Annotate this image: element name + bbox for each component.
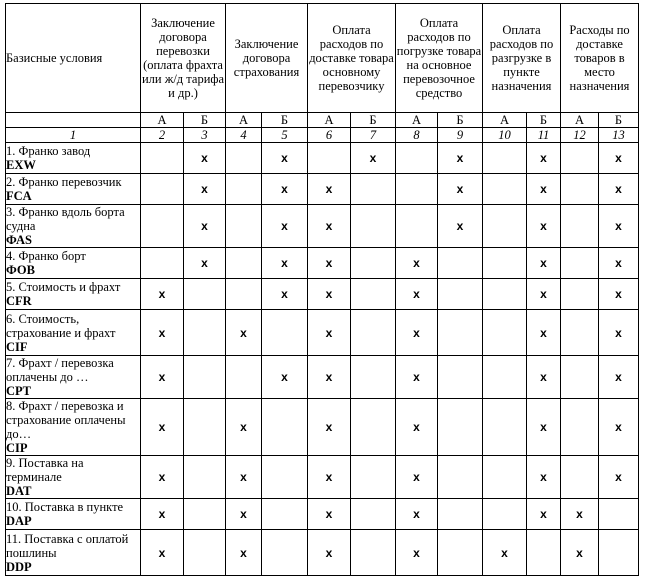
mark-cell [483,205,527,248]
mark-cell [226,310,262,356]
mark-cell [483,399,527,456]
mark-x: x [615,420,622,434]
mark-x: x [576,545,583,560]
incoterm-code: CIP [6,441,28,455]
mark-cell [226,248,262,279]
column-number-cell: 2 [141,128,184,143]
mark-x: x [413,370,420,384]
mark-cell [308,248,351,279]
mark-cell [396,499,438,530]
condition-label: 11. Поставка с оплатой пошлины [6,531,129,560]
mark-cell [561,174,599,205]
mark-cell [226,174,262,205]
mark-cell [599,530,639,576]
mark-x: x [413,420,420,434]
mark-x: x [281,182,288,196]
mark-cell [308,399,351,456]
incoterm-code: EXW [6,158,36,172]
group-header-loading-costs: Оплата расходов по погрузке товара на основное перевозочное средство [396,4,483,113]
mark-cell [262,456,308,499]
mark-x: x [540,256,547,270]
mark-x: x [576,507,583,521]
mark-cell [308,205,351,248]
mark-x: x [413,287,420,301]
column-number-cell: 5 [262,128,308,143]
mark-cell [438,499,483,530]
mark-cell [141,530,184,576]
mark-cell [396,356,438,399]
mark-x: x [540,287,547,301]
mark-cell [184,248,226,279]
column-number-cell: 9 [438,128,483,143]
sub-label-cell: Б [599,113,639,128]
mark-cell [262,248,308,279]
mark-cell [351,399,396,456]
mark-cell [396,248,438,279]
mark-cell [396,399,438,456]
mark-cell [599,499,639,530]
incoterm-code: CFR [6,294,32,308]
table-row [6,143,639,174]
sub-label-cell: А [141,113,184,128]
mark-cell [396,456,438,499]
mark-x: x [615,287,622,301]
condition-label: 3. Франко вдоль борта судна [6,205,125,233]
mark-cell [483,356,527,399]
condition-label: 1. Франко завод [6,144,91,158]
mark-x: x [281,287,288,301]
condition-cell [6,310,141,356]
mark-x: x [456,219,464,233]
mark-cell [396,310,438,356]
mark-cell [184,399,226,456]
mark-cell [351,356,396,399]
mark-cell [527,174,561,205]
mark-cell [599,174,639,205]
mark-cell [561,356,599,399]
mark-cell [184,310,226,356]
mark-cell [599,143,639,174]
mark-x: x [456,182,464,196]
mark-x: x [325,507,333,521]
mark-cell [141,279,184,310]
mark-cell [184,456,226,499]
incoterm-code: ФОВ [6,263,35,277]
mark-cell [308,530,351,576]
mark-cell [262,310,308,356]
mark-cell [184,143,226,174]
mark-x: x [281,219,288,233]
mark-cell [599,399,639,456]
mark-cell [561,530,599,576]
mark-cell [226,456,262,499]
mark-x: x [158,545,166,560]
column-number-cell: 10 [483,128,527,143]
condition-cell [6,530,141,576]
mark-x: x [540,182,547,196]
sub-label-cell: А [226,113,262,128]
mark-cell [351,174,396,205]
mark-cell [483,279,527,310]
mark-x: x [325,287,333,301]
mark-x: x [615,256,622,270]
mark-cell [561,143,599,174]
mark-x: x [615,325,622,340]
mark-x: x [615,370,622,384]
mark-cell [351,143,396,174]
mark-x: x [158,470,166,484]
mark-cell [396,530,438,576]
mark-cell [141,356,184,399]
mark-x: x [615,470,622,484]
condition-cell [6,399,141,456]
mark-cell [438,399,483,456]
mark-cell [527,499,561,530]
mark-cell [599,356,639,399]
mark-x: x [325,545,333,560]
mark-cell [141,205,184,248]
mark-cell [262,205,308,248]
mark-cell [438,143,483,174]
condition-cell [6,456,141,499]
mark-cell [561,205,599,248]
mark-cell [561,279,599,310]
mark-cell [561,456,599,499]
mark-cell [351,530,396,576]
mark-cell [396,205,438,248]
mark-x: x [540,151,547,165]
condition-label: 2. Франко перевозчик [6,175,122,189]
condition-label: 7. Фрахт / перевозка оплачены до … [6,356,114,384]
mark-x: x [540,325,547,340]
mark-cell [351,499,396,530]
mark-cell [438,356,483,399]
sub-label-cell: Б [527,113,561,128]
incoterm-code: DAT [6,484,32,498]
table-row [6,530,639,576]
incoterms-table [5,3,639,576]
mark-cell [561,499,599,530]
column-number-cell: 6 [308,128,351,143]
column-number-row [6,128,639,143]
mark-cell [527,143,561,174]
mark-cell [308,143,351,174]
mark-cell [527,399,561,456]
mark-cell [438,174,483,205]
column-number-cell: 12 [561,128,599,143]
mark-cell [262,499,308,530]
mark-cell [438,279,483,310]
mark-cell [226,143,262,174]
mark-x: x [281,151,288,165]
mark-cell [184,205,226,248]
mark-x: x [158,507,166,521]
mark-cell [184,530,226,576]
mark-cell [396,174,438,205]
mark-cell [308,356,351,399]
mark-x: x [158,325,166,340]
mark-cell [141,310,184,356]
mark-x: x [540,420,547,434]
condition-label: 4. Франко борт [6,249,86,263]
sub-label-cell: А [396,113,438,128]
mark-x: x [325,219,333,233]
mark-x: x [281,256,288,270]
table-row [6,499,639,530]
mark-cell [262,356,308,399]
mark-cell [599,248,639,279]
mark-cell [226,499,262,530]
mark-cell [396,279,438,310]
mark-cell [561,248,599,279]
mark-x: x [413,256,420,270]
condition-cell [6,279,141,310]
condition-label: 8. Фрахт / перевозка и страхование оплачены до… [6,399,126,441]
mark-cell [262,174,308,205]
mark-cell [226,356,262,399]
column-number-cell: 7 [351,128,396,143]
mark-x: x [540,370,547,384]
incoterm-code: FCA [6,189,32,203]
condition-label: 9. Поставка на терминале [6,456,84,484]
condition-label: 5. Стоимость и фрахт [6,280,121,294]
condition-cell [6,499,141,530]
condition-cell [6,174,141,205]
mark-x: x [413,545,420,560]
mark-x: x [240,545,247,560]
mark-x: x [325,256,333,270]
sub-label-empty-cell [6,113,141,128]
table-row [6,456,639,499]
column-number-cell: 1 [6,128,141,143]
mark-x: x [240,325,247,340]
mark-x: x [413,470,420,484]
mark-x: x [369,151,377,165]
mark-x: x [325,470,333,484]
column-number-cell: 13 [599,128,639,143]
mark-cell [351,310,396,356]
mark-cell [351,248,396,279]
mark-cell [527,456,561,499]
mark-cell [184,356,226,399]
table-row [6,279,639,310]
mark-cell [483,143,527,174]
mark-x: x [501,545,508,560]
mark-cell [226,205,262,248]
mark-x: x [413,507,420,521]
mark-cell [226,279,262,310]
mark-cell [483,248,527,279]
mark-cell [308,456,351,499]
mark-cell [141,248,184,279]
base-conditions-header: Базисные условия [6,4,141,113]
condition-label: 6. Стоимость, страхование и фрахт [6,311,116,340]
mark-x: x [615,151,622,165]
mark-cell [438,205,483,248]
mark-x: x [325,182,333,196]
mark-cell [527,205,561,248]
mark-cell [483,174,527,205]
mark-x: x [201,182,208,196]
table-row [6,356,639,399]
mark-cell [184,174,226,205]
mark-cell [184,279,226,310]
mark-x: x [325,325,333,340]
table-row [6,399,639,456]
sub-label-cell: А [308,113,351,128]
condition-cell [6,205,141,248]
mark-x: x [158,420,166,434]
mark-cell [351,205,396,248]
mark-cell [483,499,527,530]
mark-cell [527,356,561,399]
mark-cell [262,399,308,456]
sub-label-cell: Б [184,113,226,128]
mark-x: x [158,287,166,301]
column-number-cell: 11 [527,128,561,143]
mark-cell [561,310,599,356]
mark-cell [308,174,351,205]
sub-label-cell: Б [438,113,483,128]
mark-x: x [325,420,333,434]
condition-label: 10. Поставка в пункте [6,500,124,514]
mark-cell [527,279,561,310]
mark-x: x [281,370,288,384]
mark-cell [599,279,639,310]
mark-x: x [540,219,547,233]
sub-label-cell: А [561,113,599,128]
mark-cell [262,143,308,174]
mark-x: x [540,470,547,484]
mark-cell [483,456,527,499]
mark-x: x [325,370,333,384]
mark-cell [396,143,438,174]
mark-x: x [240,507,247,521]
condition-cell [6,356,141,399]
mark-cell [262,530,308,576]
mark-cell [438,310,483,356]
column-number-cell: 4 [226,128,262,143]
mark-cell [561,399,599,456]
mark-x: x [158,370,166,384]
mark-cell [483,310,527,356]
mark-cell [483,530,527,576]
group-header-unloading-costs: Оплата расходов по разгрузке в пункте назначения [483,4,561,113]
sub-label-cell: Б [351,113,396,128]
column-number-cell: 3 [184,128,226,143]
mark-cell [308,499,351,530]
mark-cell [226,530,262,576]
mark-cell [599,205,639,248]
mark-cell [438,456,483,499]
group-header-insurance-contract: Заключение договора страхования [226,4,308,113]
group-header-delivery-to-destination: Расходы по доставке товаров в место назначения [561,4,639,113]
mark-cell [262,279,308,310]
table-row [6,248,639,279]
mark-cell [141,143,184,174]
mark-x: x [240,470,247,484]
sub-label-row [6,113,639,128]
mark-cell [226,399,262,456]
mark-cell [308,310,351,356]
incoterm-code: ФАS [6,233,32,247]
mark-x: x [615,219,622,233]
mark-cell [527,310,561,356]
mark-cell [141,456,184,499]
mark-x: x [540,507,547,521]
incoterm-code: DAP [6,514,32,528]
mark-cell [527,248,561,279]
sub-label-cell: А [483,113,527,128]
mark-x: x [413,325,420,340]
group-header-delivery-to-carrier: Оплата расходов по доставке товара основному перевозчику [308,4,396,113]
mark-cell [184,499,226,530]
mark-x: x [201,151,208,165]
mark-cell [351,456,396,499]
mark-cell [308,279,351,310]
mark-x: x [201,219,208,233]
mark-cell [141,174,184,205]
condition-cell [6,248,141,279]
header-row [6,4,639,113]
column-number-cell: 8 [396,128,438,143]
mark-cell [141,399,184,456]
condition-cell [6,143,141,174]
mark-cell [599,456,639,499]
mark-cell [599,310,639,356]
mark-x: x [456,151,464,165]
table-row [6,174,639,205]
mark-cell [351,279,396,310]
mark-x: x [201,256,208,270]
mark-cell [527,530,561,576]
mark-cell [438,248,483,279]
incoterm-code: CPT [6,384,31,398]
mark-x: x [240,420,247,434]
incoterm-code: DDP [6,559,32,574]
group-header-carriage-contract: Заключение договора перевозки (оплата фрахта или ж/д тарифа и др.) [141,4,226,113]
table-row [6,205,639,248]
mark-x: x [615,182,622,196]
sub-label-cell: Б [262,113,308,128]
incoterm-code: CIF [6,339,28,354]
mark-cell [438,530,483,576]
table-row [6,310,639,356]
mark-cell [141,499,184,530]
